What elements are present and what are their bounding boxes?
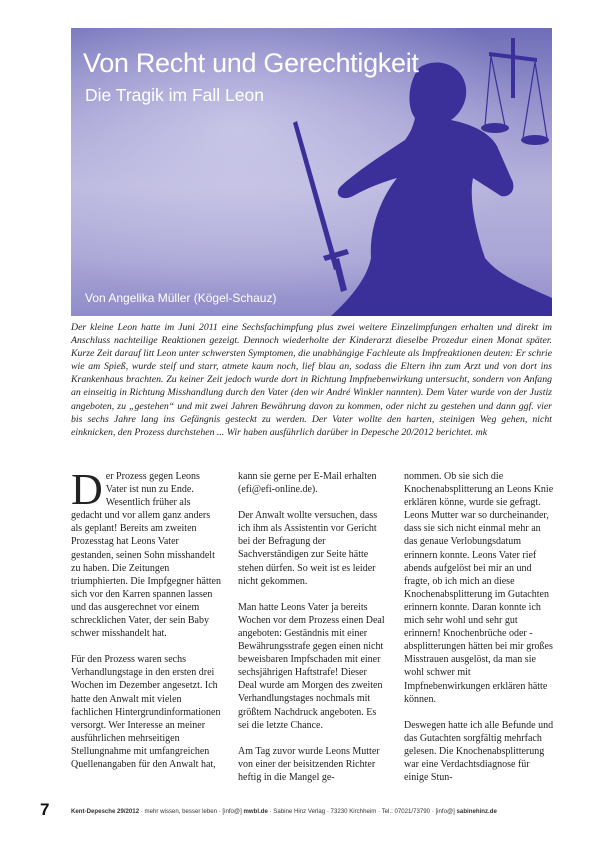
paragraph: Deswegen hatte ich alle Befunde und das Gutachten sorgfältig mehrfach gelesen. Die Knochenabsplitterung war eine Verdachtsdiagnose für einige Stun- [404, 719, 554, 784]
publication-name: Kent-Depesche 29/2012 [71, 808, 140, 815]
body-column-1 [71, 465, 221, 784]
article-title: Von Recht und Gerechtigkeit [83, 48, 419, 78]
paragraph: Für den Prozess waren sechs Verhandlungstage in den ersten drei Wochen im Dezember angesetzt. Ich hatte den Anwalt mit vielen fachlichen Hintergrundinformationen versorgt. Wer Interesse an meiner ausführlichen mehrseitigen Stellungnahme mit umfangreichen Quellenangaben für den Anwalt hat, [71, 654, 221, 770]
hero-image [71, 28, 552, 316]
article-intro: Der kleine Leon hatte im Juni 2011 eine Sechsfachimpfung plus zwei weitere Einzelimpfungen erhalten und direkt im Anschluss nachteilige Reaktionen gezeigt. Dennoch wiederholte der Kinderarzt dieselbe Prozedur einen Monat später. Kurze Zeit darauf litt Leon unter schwersten Symptomen, die unabhängige Fachleute als Impfreaktionen deuten: Er schrie wie am Spieß, wurde steif und starr, atmete kaum noch, lief blau an, sodass die Eltern ihn zum Arzt und von dort ins Krankenhaus brachten. Zu keiner Zeit jedoch wurde dort in Richtung Impfnebenwirkung untersucht, sondern von Anfang an einseitig in Richtung Misshandlung durch den Vater (den wir André Winkler nannten). Dem Vater wurde von der Justiz angeboten, zu „gestehen“ und mit zwei Jahren Bewährung davon zu kommen, oder nicht zu gestehen und dann ggf. vier bis sechs Jahre lang ins Gefängnis gesteckt zu werden. Der Vater wollte den harten, steinigen Weg gehen, nicht einknicken, den Prozess durchstehen ... Wir haben ausführlich darüber in Depesche 20/2012 berichtet. mk [71, 322, 552, 438]
footer-text: · Sabine Hinz Verlag · 73230 Kirchheim · Tel.: 07021/73790 · [info@] [267, 808, 457, 815]
paragraph: nommen. Ob sie sich die Knochenabsplitterung an Leons Knie erklären könne, wurde sie gefragt. Leons Mutter war so durcheinander, dass sie sich nicht einmal mehr an das genaue Verlobungsdatum erinnern konnte. Leons Vater rief abends aufgelöst bei mir an und fragte, ob ich mich an diese Knochenabsplitterung im Gutachten erinnern konnte. Daran konnte ich mich sehr wohl und sehr gut erinnern! Knochenbrüche oder -absplitterungen hätten bei mir großes Misstrauen ausgelöst, da man sie wohl schwer mit Impfnebenwirkungen erklären hätte können. [404, 471, 554, 705]
drop-cap: D [71, 465, 103, 514]
paragraph [71, 465, 221, 640]
article-subtitle: Die Tragik im Fall Leon [85, 85, 264, 105]
article-author: Von Angelika Müller (Kögel-Schauz) [85, 291, 277, 305]
paragraph: Man hatte Leons Vater ja bereits Wochen vor dem Prozess einen Deal angeboten: Geständnis mit einer Bewährungsstrafe gegen einen nicht beweisbaren Impfschaden mit einer sechsjährigen Haftstrafe! Dieser Deal wurde am Morgen des zweiten Verhandlungstages nochmals mit größtem Nachdruck angeboten. Es sei die letzte Chance. [238, 601, 385, 731]
body-column-2 [238, 470, 388, 797]
paragraph: Der Anwalt wollte versuchen, dass ich ihm als Assistentin vor Gericht bei der Befragung der Sachverständigen zur Seite hätte stehen dürfen. So weit ist es leider nicht gekommen. [238, 510, 378, 587]
page-number: 7 [40, 800, 50, 819]
footer-link-sabinehinz[interactable]: sabinehinz.de [456, 808, 497, 815]
body-column-3 [404, 470, 554, 797]
page-footer [71, 808, 497, 815]
paragraph: Am Tag zuvor wurde Leons Mutter von einer der beisitzenden Richter heftig in die Mangel ge- [238, 745, 380, 783]
footer-text: · mehr wissen, besser leben · [info@] [139, 808, 244, 815]
paragraph-text: er Prozess gegen Leons Vater ist nun zu Ende. Wesentlich früher als gedacht und vor allem ganz anders als geplant! Bereits am zweiten Prozesstag hat Leons Vater gestanden, seinen Sohn misshandelt zu haben. Die Zeitungen triumphierten. Die Impfgegner hätten sich vor den Karren spannen lassen und das ausgerechnet vor einem schrecklichen Vater, der sein Baby schwer misshandelt hat. [71, 471, 221, 640]
footer-link-mwbl[interactable]: mwbl.de [243, 808, 268, 815]
paragraph: kann sie gerne per E-Mail erhalten (efi@efi-online.de). [238, 471, 377, 496]
